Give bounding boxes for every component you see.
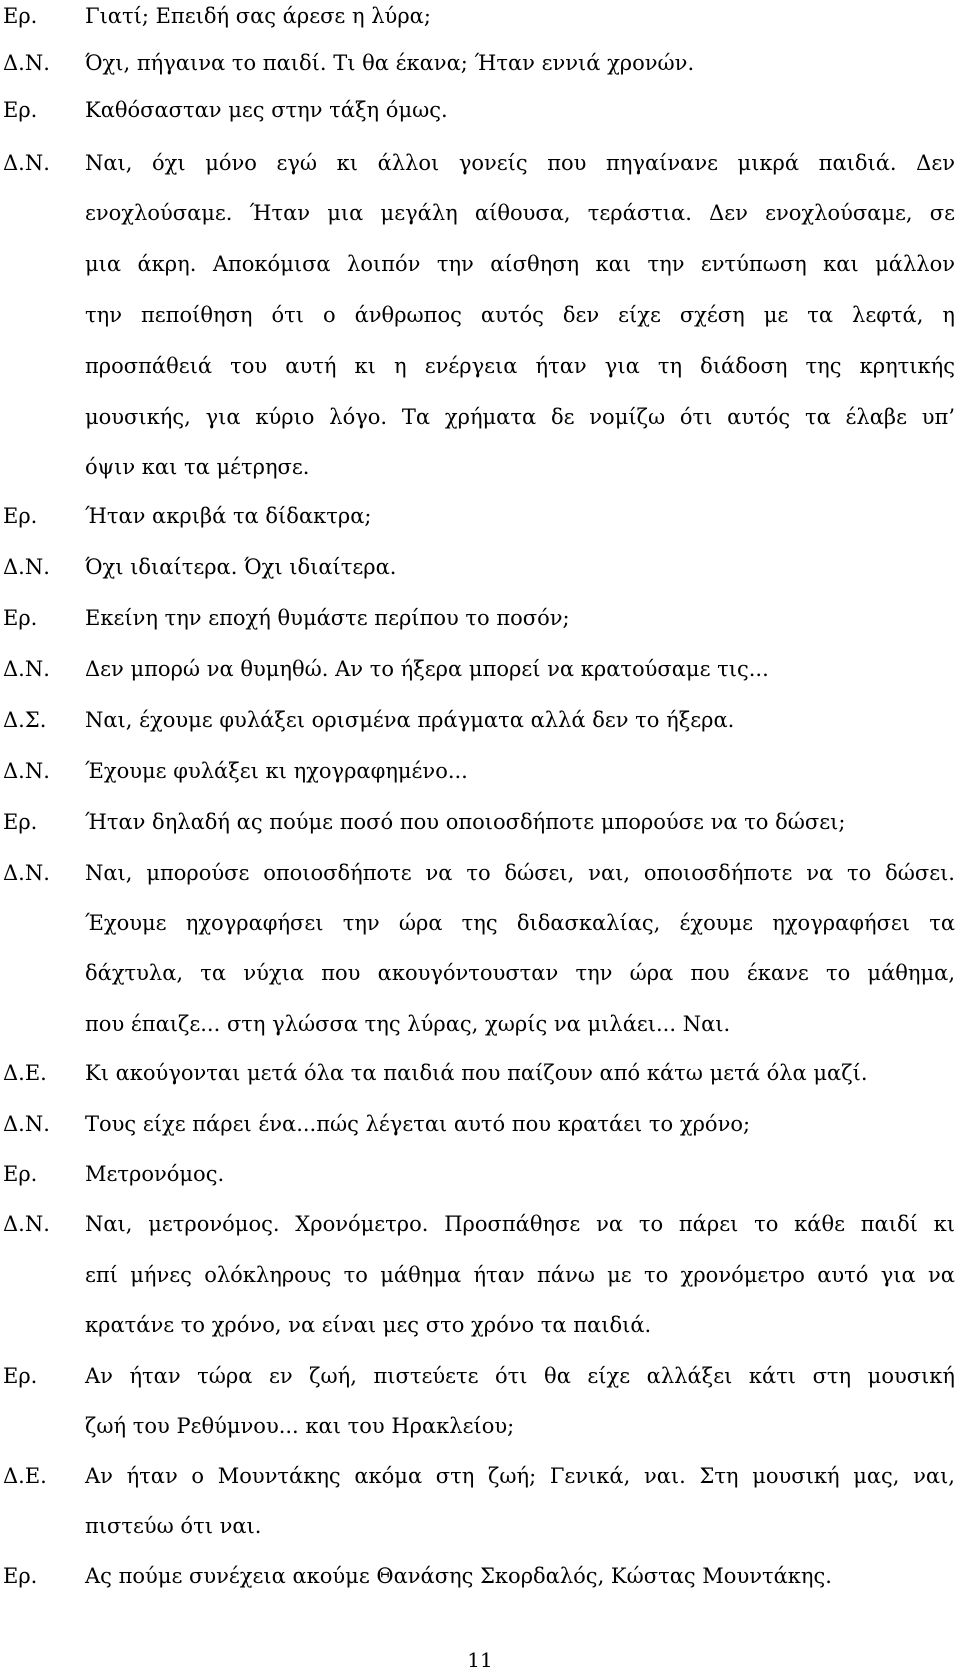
entry-text-line: Ήταν δηλαδή ας πούμε ποσό που οποιοσδήποτε μπορούσε να το δώσει; <box>85 810 846 834</box>
entry-text-line: Γιατί; Επειδή σας άρεσε η λύρα; <box>85 4 431 28</box>
entry-text-line: Τους είχε πάρει ένα...πώς λέγεται αυτό που κρατάει το χρόνο; <box>85 1112 751 1136</box>
entry-text-line: Ναι, μπορούσε οποιοσδήποτε να το δώσει, ναι, οποιοσδήποτε να το δώσει. <box>85 861 955 885</box>
speaker-label: Δ.Ν. <box>3 151 50 175</box>
speaker-label: Δ.Ν. <box>3 51 50 75</box>
speaker-label: Δ.Ν. <box>3 759 50 783</box>
speaker-label: Ερ. <box>3 810 38 834</box>
entry-text-line: Αν ήταν ο Μουντάκης ακόμα στη ζωή; Γενικά, ναι. Στη μουσική μας, ναι, <box>85 1464 955 1488</box>
entry-text-line: Έχουμε ηχογραφήσει την ώρα της διδασκαλίας, έχουμε ηχογραφήσει τα <box>85 911 955 935</box>
speaker-label: Δ.Ν. <box>3 1112 50 1136</box>
entry-text-line: Ναι, έχουμε φυλάξει ορισμένα πράγματα αλλά δεν το ήξερα. <box>85 708 735 732</box>
speaker-label: Δ.Ν. <box>3 1212 50 1236</box>
speaker-label: Ερ. <box>3 1564 38 1588</box>
entry-text-line: ζωή του Ρεθύμνου... και του Ηρακλείου; <box>85 1414 515 1438</box>
speaker-label: Δ.Ν. <box>3 555 50 579</box>
speaker-label: Δ.Ν. <box>3 861 50 885</box>
entry-text-line: Αν ήταν τώρα εν ζωή, πιστεύετε ότι θα είχε αλλάξει κάτι στη μουσική <box>85 1364 955 1388</box>
entry-text-line: μουσικής, για κύριο λόγο. Τα χρήματα δε νομίζω ότι αυτός τα έλαβε υπ’ <box>85 405 955 429</box>
entry-text-line: Όχι ιδιαίτερα. Όχι ιδιαίτερα. <box>85 555 397 579</box>
entry-text-line: Μετρονόμος. <box>85 1162 225 1186</box>
speaker-label: Δ.Ν. <box>3 657 50 681</box>
entry-text-line: Κι ακούγονται μετά όλα τα παιδιά που παίζουν από κάτω μετά όλα μαζί. <box>85 1061 868 1085</box>
entry-text-line: Δεν μπορώ να θυμηθώ. Αν το ήξερα μπορεί να κρατούσαμε τις... <box>85 657 769 681</box>
entry-text-line: πιστεύω ότι ναι. <box>85 1514 262 1538</box>
entry-text-line: που έπαιζε... στη γλώσσα της λύρας, χωρίς να μιλάει... Ναι. <box>85 1012 731 1036</box>
entry-text-line: Ναι, μετρονόμος. Χρονόμετρο. Προσπάθησε να το πάρει το κάθε παιδί κι <box>85 1212 955 1236</box>
entry-text-line: την πεποίθηση ότι ο άνθρωπος αυτός δεν είχε σχέση με τα λεφτά, η <box>85 303 955 327</box>
page-number: 11 <box>467 1648 493 1672</box>
entry-text-line: επί μήνες ολόκληρους το μάθημα ήταν πάνω με το χρονόμετρο αυτό για να <box>85 1263 955 1287</box>
entry-text-line: Έχουμε φυλάξει κι ηχογραφημένο... <box>85 759 468 783</box>
entry-text-line: προσπάθειά του αυτή κι η ενέργεια ήταν για τη διάδοση της κρητικής <box>85 354 955 378</box>
entry-text-line: Εκείνη την εποχή θυμάστε περίπου το ποσόν; <box>85 606 570 630</box>
entry-text-line: Όχι, πήγαινα το παιδί. Τι θα έκανα; Ήταν εννιά χρονών. <box>85 51 695 75</box>
speaker-label: Ερ. <box>3 1364 38 1388</box>
entry-text-line: Ήταν ακριβά τα δίδακτρα; <box>85 504 372 528</box>
entry-text-line: δάχτυλα, τα νύχια που ακουγόντουσταν την ώρα που έκανε το μάθημα, <box>85 961 955 985</box>
speaker-label: Δ.Ε. <box>3 1061 47 1085</box>
speaker-label: Ερ. <box>3 1162 38 1186</box>
entry-text-line: κρατάνε το χρόνο, να είναι μες στο χρόνο τα παιδιά. <box>85 1313 652 1337</box>
entry-text-line: Καθόσασταν μες στην τάξη όμως. <box>85 98 448 122</box>
speaker-label: Ερ. <box>3 98 38 122</box>
speaker-label: Ερ. <box>3 504 38 528</box>
speaker-label: Ερ. <box>3 606 38 630</box>
entry-text-line: Ναι, όχι μόνο εγώ κι άλλοι γονείς που πηγαίνανε μικρά παιδιά. Δεν <box>85 151 955 175</box>
entry-text-line: μια άκρη. Αποκόμισα λοιπόν την αίσθηση και την εντύπωση και μάλλον <box>85 252 955 276</box>
entry-text-line: ενοχλούσαμε. Ήταν μια μεγάλη αίθουσα, τεράστια. Δεν ενοχλούσαμε, σε <box>85 201 955 225</box>
entry-text-line: όψιν και τα μέτρησε. <box>85 455 310 479</box>
speaker-label: Ερ. <box>3 4 38 28</box>
speaker-label: Δ.Σ. <box>3 708 47 732</box>
speaker-label: Δ.Ε. <box>3 1464 47 1488</box>
entry-text-line: Ας πούμε συνέχεια ακούμε Θανάσης Σκορδαλός, Κώστας Μουντάκης. <box>85 1564 832 1588</box>
